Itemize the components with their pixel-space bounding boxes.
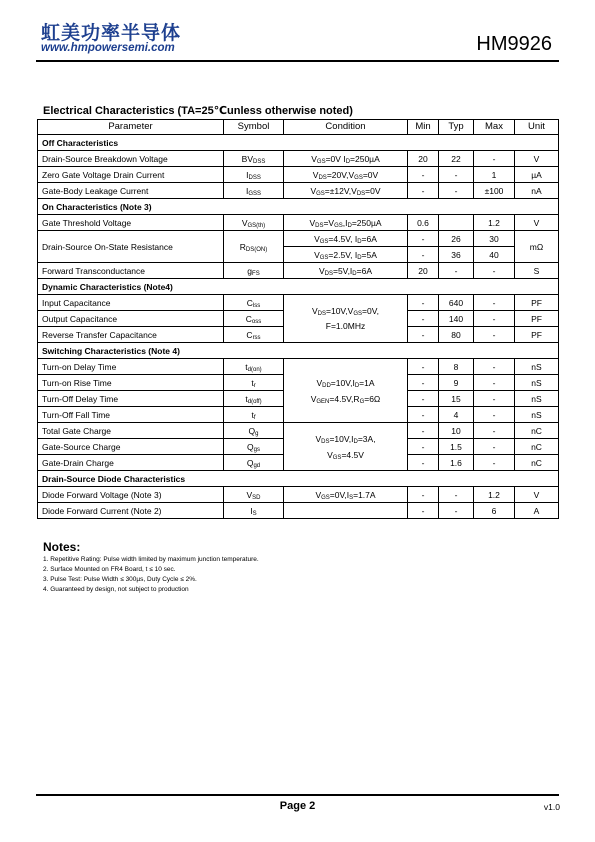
- param-cell: Gate-Source Charge: [38, 439, 224, 455]
- condition-cell: $V_{GS}=2.5V$, $I_D=5A$: [284, 247, 408, 263]
- unit-cell: A: [515, 503, 559, 519]
- max-cell: -: [474, 295, 515, 311]
- unit-cell: PF: [515, 327, 559, 343]
- typ-cell: 80: [439, 327, 474, 343]
- typ-cell: 10: [439, 423, 474, 439]
- col-header-typ: Typ: [439, 120, 474, 135]
- table-row: [38, 183, 559, 199]
- max-cell: -: [474, 455, 515, 471]
- min-cell: -: [408, 359, 439, 375]
- max-cell: -: [474, 263, 515, 279]
- param-cell: Reverse Transfer Capacitance: [38, 327, 224, 343]
- max-cell: 6: [474, 503, 515, 519]
- col-header-min: Min: [408, 120, 439, 135]
- col-header-condition: Condition: [284, 120, 408, 135]
- symbol-cell: $I_{GSS}$: [224, 183, 284, 199]
- symbol-cell: $g_{FS}$: [224, 263, 284, 279]
- param-cell: Turn-on Rise Time: [38, 375, 224, 391]
- min-cell: -: [408, 327, 439, 343]
- symbol-cell: $BV_{DSS}$: [224, 151, 284, 167]
- condition-cell: $V_{GS}=4.5V$, $I_D=6A$: [284, 231, 408, 247]
- min-cell: -: [408, 247, 439, 263]
- typ-cell: 15: [439, 391, 474, 407]
- max-cell: 40: [474, 247, 515, 263]
- section-row-diode: [38, 471, 559, 487]
- table-row: [38, 231, 559, 247]
- min-cell: -: [408, 375, 439, 391]
- param-cell: Gate-Drain Charge: [38, 455, 224, 471]
- symbol-cell: $C_{lss}$: [224, 295, 284, 311]
- symbol-cell: $C_{rss}$: [224, 327, 284, 343]
- unit-cell: nS: [515, 407, 559, 423]
- min-cell: -: [408, 407, 439, 423]
- unit-cell: S: [515, 263, 559, 279]
- param-cell: Turn-Off Fall Time: [38, 407, 224, 423]
- symbol-cell: $Q_g$: [224, 423, 284, 439]
- max-cell: -: [474, 407, 515, 423]
- unit-cell: nS: [515, 359, 559, 375]
- unit-cell: PF: [515, 311, 559, 327]
- note-item: 1. Repetitive Rating: Pulse width limited by maximum junction temperature.: [43, 556, 259, 563]
- max-cell: 1.2: [474, 215, 515, 231]
- min-cell: -: [408, 183, 439, 199]
- header-rule: [36, 60, 559, 62]
- param-cell: Turn-Off Delay Time: [38, 391, 224, 407]
- section-row-on: [38, 199, 559, 215]
- table-row: [38, 263, 559, 279]
- typ-cell: 1.6: [439, 455, 474, 471]
- max-cell: 1.2: [474, 487, 515, 503]
- symbol-cell: $t_{d(on)}$: [224, 359, 284, 375]
- min-cell: -: [408, 439, 439, 455]
- min-cell: -: [408, 503, 439, 519]
- unit-cell: nS: [515, 375, 559, 391]
- condition-cell: [284, 503, 408, 519]
- typ-cell: -: [439, 487, 474, 503]
- notes-heading: Notes:: [43, 540, 81, 554]
- typ-cell: 4: [439, 407, 474, 423]
- page-label: Page 2: [279, 800, 316, 812]
- symbol-cell: $V_{SD}$: [224, 487, 284, 503]
- condition-cell: $V_{DS}=10V,I_D=3A$, $V_{GS}=4.5V$: [284, 423, 408, 471]
- min-cell: -: [408, 295, 439, 311]
- table-row: [38, 215, 559, 231]
- unit-cell: nA: [515, 183, 559, 199]
- min-cell: -: [408, 391, 439, 407]
- min-cell: 20: [408, 151, 439, 167]
- max-cell: 1: [474, 167, 515, 183]
- max-cell: -: [474, 311, 515, 327]
- table-row: [38, 295, 559, 311]
- min-cell: -: [408, 311, 439, 327]
- electrical-characteristics-table: [37, 119, 559, 519]
- note-item: 4. Guaranteed by design, not subject to production: [43, 586, 189, 593]
- max-cell: ±100: [474, 183, 515, 199]
- col-header-parameter: Parameter: [38, 120, 224, 135]
- min-cell: -: [408, 455, 439, 471]
- typ-cell: -: [439, 503, 474, 519]
- min-cell: 0.6: [408, 215, 439, 231]
- max-cell: -: [474, 151, 515, 167]
- condition-cell: $V_{DS}=10V,V_{GS}=0V$, F=1.0MHz: [284, 295, 408, 343]
- max-cell: -: [474, 439, 515, 455]
- section-row-dynamic: [38, 279, 559, 295]
- company-website: www.hmpowersemi.com: [41, 42, 175, 54]
- symbol-cell: $R_{DS(ON)}$: [224, 231, 284, 263]
- condition-cell: $V_{GS}=0V$ $I_D=250\mu A$: [284, 151, 408, 167]
- version-label: v1.0: [543, 802, 560, 812]
- symbol-cell: $Q_{gs}$: [224, 439, 284, 455]
- typ-cell: 640: [439, 295, 474, 311]
- min-cell: -: [408, 487, 439, 503]
- max-cell: -: [474, 375, 515, 391]
- typ-cell: 8: [439, 359, 474, 375]
- param-cell: Gate-Body Leakage Current: [38, 183, 224, 199]
- param-cell: Output Capacitance: [38, 311, 224, 327]
- typ-cell: 22: [439, 151, 474, 167]
- symbol-cell: $I_{DSS}$: [224, 167, 284, 183]
- max-cell: -: [474, 327, 515, 343]
- unit-cell: nC: [515, 439, 559, 455]
- part-number: HM9926: [476, 33, 552, 55]
- param-cell: Drain-Source Breakdown Voltage: [38, 151, 224, 167]
- symbol-cell: $V_{GS(th)}$: [224, 215, 284, 231]
- symbol-cell: $t_r$: [224, 375, 284, 391]
- min-cell: -: [408, 167, 439, 183]
- unit-cell: nS: [515, 391, 559, 407]
- unit-cell: V: [515, 151, 559, 167]
- section-title: Electrical Characteristics (TA=25℃unless otherwise noted): [43, 105, 353, 117]
- symbol-cell: $t_{d(off)}$: [224, 391, 284, 407]
- typ-cell: 9: [439, 375, 474, 391]
- condition-cell: $V_{DS}=5V,I_D=6A$: [284, 263, 408, 279]
- typ-cell: -: [439, 167, 474, 183]
- section-label: Off Characteristics: [38, 135, 559, 151]
- condition-cell: $V_{GS}=\pm 12V,V_{DS}=0V$: [284, 183, 408, 199]
- note-item: 3. Pulse Test: Pulse Width ≤ 300µs, Duty Cycle ≤ 2%.: [43, 576, 197, 583]
- note-item: 2. Surface Mounted on FR4 Board, t ≤ 10 sec.: [43, 566, 176, 573]
- max-cell: -: [474, 359, 515, 375]
- symbol-cell: $C_{oss}$: [224, 311, 284, 327]
- section-label: Dynamic Characteristics (Note4): [38, 279, 559, 295]
- unit-cell: nC: [515, 455, 559, 471]
- section-label: Drain-Source Diode Characteristics: [38, 471, 559, 487]
- typ-cell: 26: [439, 231, 474, 247]
- param-cell: Turn-on Delay Time: [38, 359, 224, 375]
- section-label: On Characteristics (Note 3): [38, 199, 559, 215]
- table-row: [38, 423, 559, 439]
- notes-list: [43, 555, 259, 595]
- min-cell: -: [408, 423, 439, 439]
- typ-cell: 1.5: [439, 439, 474, 455]
- condition-cell: $V_{DS}=20V,V_{GS}=0V$: [284, 167, 408, 183]
- unit-cell: V: [515, 487, 559, 503]
- table-row: [38, 503, 559, 519]
- typ-cell: -: [439, 263, 474, 279]
- condition-cell: $V_{DD}=10V,I_D=1A$ $V_{GEN}=4.5V,R_G=6\Omega$: [284, 359, 408, 423]
- max-cell: -: [474, 391, 515, 407]
- col-header-max: Max: [474, 120, 515, 135]
- footer-rule: [36, 794, 559, 796]
- param-cell: Diode Forward Current (Note 2): [38, 503, 224, 519]
- symbol-cell: $t_f$: [224, 407, 284, 423]
- unit-cell: nC: [515, 423, 559, 439]
- param-cell: Total Gate Charge: [38, 423, 224, 439]
- col-header-unit: Unit: [515, 120, 559, 135]
- condition-cell: $V_{GS}=0V,I_S=1.7A$: [284, 487, 408, 503]
- table-row: [38, 151, 559, 167]
- table-row: [38, 359, 559, 375]
- max-cell: -: [474, 423, 515, 439]
- param-cell: Diode Forward Voltage (Note 3): [38, 487, 224, 503]
- typ-cell: -: [439, 183, 474, 199]
- unit-cell: V: [515, 215, 559, 231]
- unit-cell: PF: [515, 295, 559, 311]
- param-cell: Drain-Source On-State Resistance: [38, 231, 224, 263]
- typ-cell: 140: [439, 311, 474, 327]
- typ-cell: 36: [439, 247, 474, 263]
- unit-cell: mΩ: [515, 231, 559, 263]
- typ-cell: [439, 215, 474, 231]
- param-cell: Gate Threshold Voltage: [38, 215, 224, 231]
- min-cell: 20: [408, 263, 439, 279]
- max-cell: 30: [474, 231, 515, 247]
- table-row: [38, 487, 559, 503]
- param-cell: Forward Transconductance: [38, 263, 224, 279]
- symbol-cell: $Q_{gd}$: [224, 455, 284, 471]
- symbol-cell: $I_S$: [224, 503, 284, 519]
- param-cell: Zero Gate Voltage Drain Current: [38, 167, 224, 183]
- param-cell: Input Capacitance: [38, 295, 224, 311]
- section-row-off: [38, 135, 559, 151]
- section-label: Switching Characteristics (Note 4): [38, 343, 559, 359]
- unit-cell: µA: [515, 167, 559, 183]
- company-logo-cn: 虹美功率半导体: [41, 22, 182, 44]
- condition-cell: $V_{DS}=V_{GS},I_D=250\mu A$: [284, 215, 408, 231]
- section-row-switching: [38, 343, 559, 359]
- table-header-row: [38, 120, 559, 135]
- table-row: [38, 167, 559, 183]
- min-cell: -: [408, 231, 439, 247]
- col-header-symbol: Symbol: [224, 120, 284, 135]
